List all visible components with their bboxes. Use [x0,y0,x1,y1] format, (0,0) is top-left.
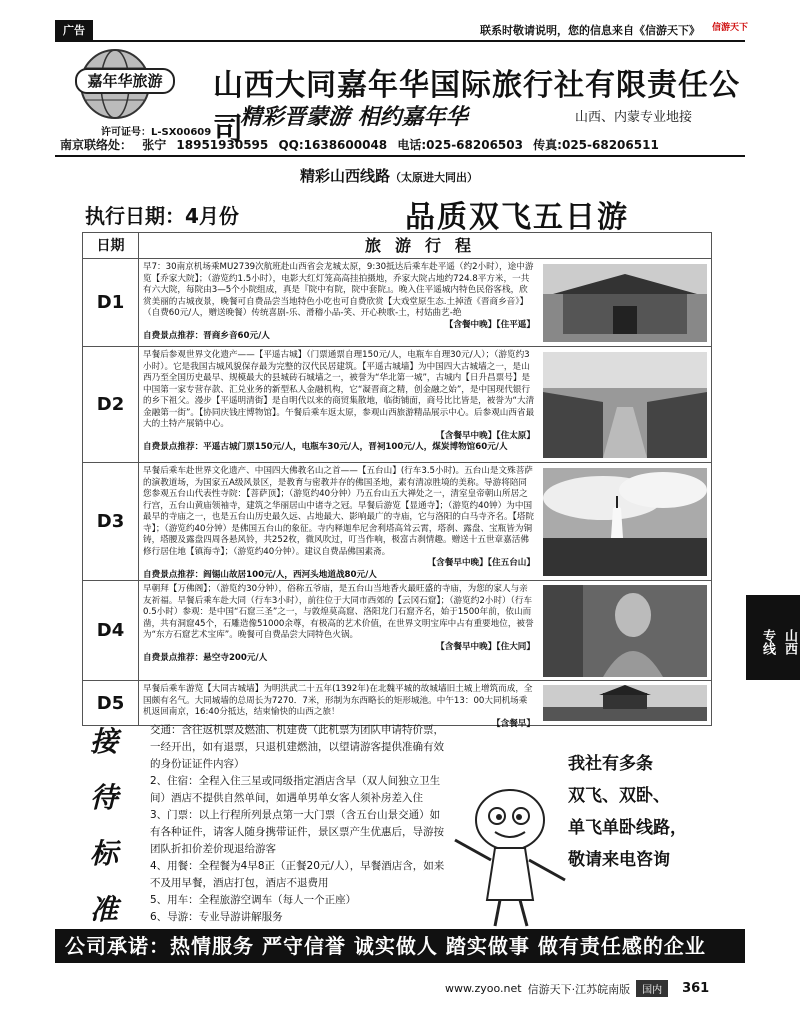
region-badge: 国内 [636,980,668,997]
photo-pingyao-street [539,347,711,462]
license-number: 许可证号：L-SX00609 [101,127,212,138]
service-char: 待 [90,781,119,814]
service-heading [90,720,150,944]
table-row [83,259,711,347]
day-description [139,347,539,462]
meal-info: 【含餐早】 [492,718,535,729]
publication-name: 信游天下·江苏皖南版 [527,982,631,996]
day-description [139,463,539,580]
contact-qq[interactable]: QQ:1638600048 [278,138,388,152]
day-text: 早餐后乘车赴世界文化遗产、中国四大佛教名山之首——【五台山】(行车3.5小时)。五台山是文殊菩萨的演教道场，为国家五A级风景区，是教育与密教并存的佛国圣地，素有清凉胜境的美称。导游将陪同您参观五台山代表性寺院：【菩萨顶】；（游览约40分钟）乃五台山五大禅处之一，清室皇帝朝山所居之行宫，五台山黄庙领袖寺，建筑之华丽居山中诸寺之冠。早餐后游览【显通寺】；（游览约40钟）为中国最早的寺庙之一，也是五台山历史最久远、占地最大、影响最广的寺庙，它与洛阳的白马寺齐名。【塔院寺】；（游览约40分钟）是佛国五台山的象征。寺内释迦牟尼舍利塔高耸云霄，塔刹、露盘、宝瓶皆为铜铸，塔腰及露盘四周各悬风铃，共252枚，微风吹过，叮当作响，极富古刹情趣。赠送十五世章嘉活佛修行居住地【镇海寺】；（游览约40分钟）。建议自费品佛国素斋。 [143,466,535,557]
page-footer [445,980,709,997]
optional-spots: 自费景点推荐：阎锡山故居100元/人，西河头地道战80元/人 [143,569,377,580]
slogan-right: 山西、内蒙专业地接 [575,110,693,125]
photo-city-wall [539,681,711,725]
contact-tel[interactable]: 电话:025-68206503 [397,138,523,152]
day-label: D2 [83,347,139,462]
service-char: 标 [90,837,119,870]
table-row [83,463,711,581]
courtyard-photo-icon [543,264,707,342]
table-row [83,347,711,463]
contact-line [60,136,750,153]
buddha-photo-icon [543,585,707,677]
tour-title: 品质双飞五日游 [405,200,629,235]
service-item: 6、导游：专业导游讲解服务 [150,911,283,923]
day-label: D5 [83,681,139,725]
meal-info: 【含餐早中晚】【住大同】 [436,641,535,652]
day-text: 早餐后参观世界文化遗产——【平遥古城】（门票通票自理150元/人，电瓶车自理30元/人）；（游览约3小时）。它是我国古城风貌保存最为完整的汉代民居建筑。【平遥古城墙】为中国四大古城墙之一，是山西乃至全国历史最早、规模最大的县城砖石城墙之一，被誉为“华北第一城”，古城内【日升昌票号】是中国第一家专营存款、汇兑业务的新型私人金融机构，它“凝晋商之精，创金融之始”，是中国现代银行的乡下祖父。漫步【平遥明清街】是自明代以来的商贸集散地，临街铺面，商号比比皆是，被誉为“大清金融第一街”。【协同庆钱庄博物馆】。午餐后乘车返太原，参观山西旅游精品展示中心。后参观山西省最大的土特产展销中心。 [143,350,535,429]
promo-line: 双飞、双卧、 [568,786,670,806]
citywall-photo-icon [543,685,707,721]
contact-fax: 传真:025-68206511 [533,138,659,152]
promo-line: 我社有多条 [568,754,653,774]
photo-pingyao-house [539,259,711,346]
company-name: 山西大同嘉年华国际旅行社有限责任公司 [213,68,740,147]
top-bar [0,0,800,44]
contact-label: 南京联络处： [60,138,133,152]
day-description [139,259,539,346]
day-description [139,681,539,729]
table-row [83,681,711,729]
day-text: 早餐后乘车游览【大同古城墙】为明洪武二十五年(1392年)在北魏平城的故城墙旧土城上增筑而成，全国颇有名气。大同城墙的总周长为7270．7米，形制为东西略长的矩形城池。中午13：00大同机场乘机返回南京，16:40分抵达，结束愉快的山西之旅！ [143,684,533,717]
divider [55,155,745,157]
page-number: 361 [682,981,710,996]
day-label: D1 [83,259,139,346]
tab-line: 专线 [760,628,775,655]
table-row [83,581,711,681]
header-day: 日期 [83,233,139,258]
day-label: D4 [83,581,139,680]
promo-text [568,748,687,876]
commitment-banner: 公司承诺：热情服务 严守信誉 诚实做人 踏实做事 做有责任感的企业 [55,929,745,963]
itinerary-table [82,232,712,729]
service-char: 准 [90,893,119,926]
meal-info: 【含餐中晚】【住平遥】 [444,319,535,330]
promo-line: 敬请来电咨询 [568,850,670,870]
service-char: 接 [90,725,119,758]
promo-line: 单飞单卧线路， [568,818,687,838]
route-note: （太原进大同出） [390,171,479,184]
photo-yungang [539,581,711,680]
section-tab [746,595,800,680]
divider [55,40,745,42]
optional-spots: 自费景点推荐：悬空寺200元/人 [143,653,268,663]
company-header [55,44,745,154]
service-item: 3、门票：以上行程所列景点第一大门票（含五台山景交通）如有各种证件，请客人随身携带证件，景区票产生优惠后，导游按团队折扣价差价现退给游客 [150,809,444,855]
optional-spots: 自费景点推荐：平遥古城门票150元/人，电瓶车30元/人，晋祠100元/人，煤炭博物馆60元/人 [143,442,508,452]
logo-text: 嘉年华旅游 [75,68,175,94]
meal-info: 【含餐早中晚】【住五台山】 [427,558,535,568]
mascot-icon [445,780,575,930]
tab-line: 山西 [782,628,797,655]
slogan: 精彩晋蒙游 相约嘉年华 [240,104,468,130]
pagoda-photo-icon [543,468,707,576]
day-text: 早朝拜【万佛阁】；（游览约30分钟），俗称五爷庙，是五台山当地香火最旺盛的寺庙，为您的家人与亲友祈福。早餐后乘车赴大同（行车3小时），前往位于大同市西郊的【云冈石窟】；（游览约2小时）（行车0.5小时）参观：是中国“石窟三圣”之一，与敦煌莫高窟、洛阳龙门石窟齐名，始于1500年前，依山而凿，共有洞窟45个，石雕造像51000余尊，有极高的艺术价值，在世界文明宝库中占有重要地位，被誉为“东方石窟艺术宝库”。晚餐可自费品尝大同特色火锅。 [143,584,534,640]
service-item: 2、住宿：全程入住三星或同级指定酒店含早（双人间独立卫生间）酒店不提供自然单间，如遇单男单女客人须补房差入住 [150,775,441,804]
optional-spots: 自费景点推荐：晋商乡音60元/人 [143,331,270,341]
contact-phone[interactable]: 18951930595 [176,138,269,152]
service-item: 交通：含往返机票及燃油、机建费（此机票为团队申请特价票，一经开出，如有退票，只退机建燃油，以望请游客提供准确有效的身份证证件内容） [150,724,444,770]
website-link[interactable]: www.zyoo.net [445,982,522,995]
day-description [139,581,539,680]
header-trip: 旅游行程 [364,236,485,255]
route-name: 精彩山西线路 [300,167,391,185]
ad-tag: 广告 [55,20,93,40]
street-photo-icon [543,352,707,458]
service-item: 5、用车：全程旅游空调车（每人一个正座） [150,894,357,906]
contact-person: 张宁 [142,138,167,152]
service-standards [150,722,450,926]
meal-info: 【含餐早中晚】【住太原】 [436,430,535,441]
day-text: 早7：30南京机场乘MU2739次航班赴山西省会龙城太原，9:30抵达后乘车赴平遥（约2小时），途中游览【乔家大院】；（游览约1.5小时），电影大红灯笼高高挂拍摄地，乔家大院占地约724.8平方米，一共有六大院，每院由3—5个小院组成，真是『院中有院，院中套院』。晚入住平遥城内特色民俗客栈，欣赏美丽的古城夜景，晚餐可自费品尝当地特色小吃也可自费欣赏【大戏堂原生态.土掉渣《晋商乡音》】（自费60元/人，赠送晚餐）传统喜剧-乐、滑稽小品-笑、开心秧歌-土，村姑曲艺-绝 [143,262,534,318]
exec-date: 执行日期：4月份 [85,204,239,228]
route-subtitle [300,165,478,186]
top-note: 联系时敬请说明，您的信息来自《信游天下》 [480,24,700,37]
photo-wutaishan [539,463,711,580]
table-header [83,233,711,259]
day-label: D3 [83,463,139,580]
service-item: 4、用餐：全程餐为4早8正（正餐20元/人），早餐酒店含，如来不及用早餐，酒店打包，酒店不退费用 [150,860,445,889]
publication-logo: 信游天下 [712,23,749,33]
